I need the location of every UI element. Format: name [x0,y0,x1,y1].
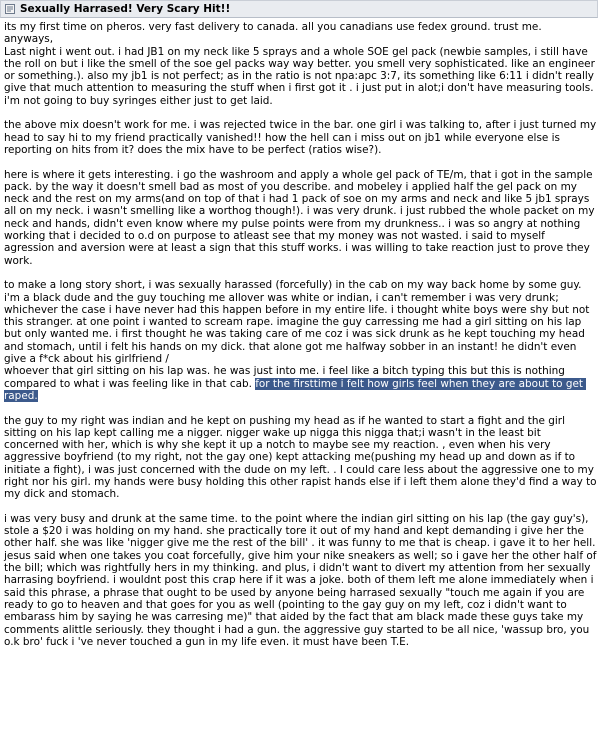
selected-text[interactable]: for the firsttime i felt how girls feel when they are about to get raped. [4,377,587,402]
post-paragraph-5: the guy to my right was indian and he kept on pushing my head as if he wanted to start a fight and the girl sitting on his lap kept calling me a nigger. nigger wake up nigga this nigga that;i wasn't in the least bit concerned with her, which is why she kept it up a notch to maybe see my reaction. , even when his very aggressive boyfriend (to my right, not the gay one) kept attacking me(pushing my head up and down as if to initiate a fight), i was just concerned with the dude on my left. . I could care less about the aggressive one to my right nor his girl. my hands were busy holding this other rapist hands else if i left them alone they'd find a way to my dick and stomach. [4,414,600,501]
post-paragraph-1: its my first time on pheros. very fast delivery to canada. all you canadians use fedex ground. trust me. anyways, Last night i went out. i had JB1 on my neck like 5 sprays and a whole SOE gel pack (newbie samples, i still have the roll on but i like the smell of the soe gel packs way way better. you smell very sophisticated. like an engineer or something.). also my jb1 is not perfect; as in the ratio is not npa:apc 3:7, its something like 6:11 i didn't really give that much attention to measuring the stuff when i first got it . i just put in alot;i don't have measuring tools. i'm not going to buy syringes either just to get laid. [4,21,595,107]
post-paragraph-3: here is where it gets interesting. i go the washroom and apply a whole gel pack of TE/m, that i got in the sample pack. by the way it doesn't smell bad as most of you describe. and mobeley i applied half the gel pack on my neck and the rest on my arms(and on top of that i had 1 pack of soe on my arms and neck and like 5 jb1 sprays all on my neck. i wasn't smelling like a worthog though!). i was very drunk. i just rubbed the whole packet on my neck and hands, didn't even know where my pulse points were from my drunkness.. i was so angry at nothing working that i decided to o.d on purpose to atleast see that my money was not wasted. i said to myself agression and aversion were at least a sign that this stuff works. i was willing to take reaction just to prove they work. [4,168,598,267]
post-title: Sexually Harrased! Very Scary Hit!! [20,3,231,15]
post-paragraph-6: i was very busy and drunk at the same time. to the point where the indian girl sitting on his lap (the gay guy's), stole a $20 i was holding on my hand. she practically tore it out of my hand and kept demanding i give her the other half. she was like 'nigger give me the rest of the bill' . it was funny to me that is cheap. i gave it to her hell. jesus said when one takes you coat forcefully, give him your nike sneakers as well; so i gave her the other half of the bill; which was rightfully hers in my thinking. and plus, i didn't want to divert my attention from her sexually harrasing boyfriend. i wouldnt post this crap here if it was a joke. both of them left me alone immediately when i said this phrase, a phrase that ought to be used by anyone being harrased sexually "touch me again if you are ready to go to heaven and that goes for you as well (pointing to the gay guy on my left, coz i didn't want to embarass him by saying he was carresing me)" that aided by the fact that am black made these guys take my comments alittle seriously. they thought i had a gun. the aggressive guy started to be all nice, 'wassup bro, you o.k bro' fuck i 've never touched a gun in my life even. it must have been T.E. [4,512,600,648]
post-paragraph-4 [4,279,598,402]
post-paragraph-2: the above mix doesn't work for me. i was rejected twice in the bar. one girl i was talking to, after i just turned my head to say hi to my friend practically vanished!! how the hell can i miss out on jb1 while everyone else is reporting on hits from it? does the mix have to be perfect (ratios wise?). [4,119,600,156]
post-paragraph-4-text: to make a long story short, i was sexually harassed (forcefully) in the cab on my way back home by some guy. i'm a black dude and the guy touching me allover was white or indian, i can't remember i was very drunk; whichever the case i have never had this happen before in my entire life. i thought white boys were shy but not this stranger. at one point i wanted to scream rape. imagine the guy carressing me had a girl sitting on his lap but only wanted me. i first thought he was taking care of me coz i was sick drunk as he kept touching my head and stomach, until i felt his hands on my dick. that alone got me halfway sobber in an instant! he didn't even give a f*ck about his girlfriend / whoever that girl sitting on his lap was. he was just into me. i feel like a bitch typing this but this is nothing compared to what i was feeling like in that cab. [4,279,590,390]
post-body [4,21,598,660]
post-icon [5,4,15,14]
post-header [0,0,598,18]
